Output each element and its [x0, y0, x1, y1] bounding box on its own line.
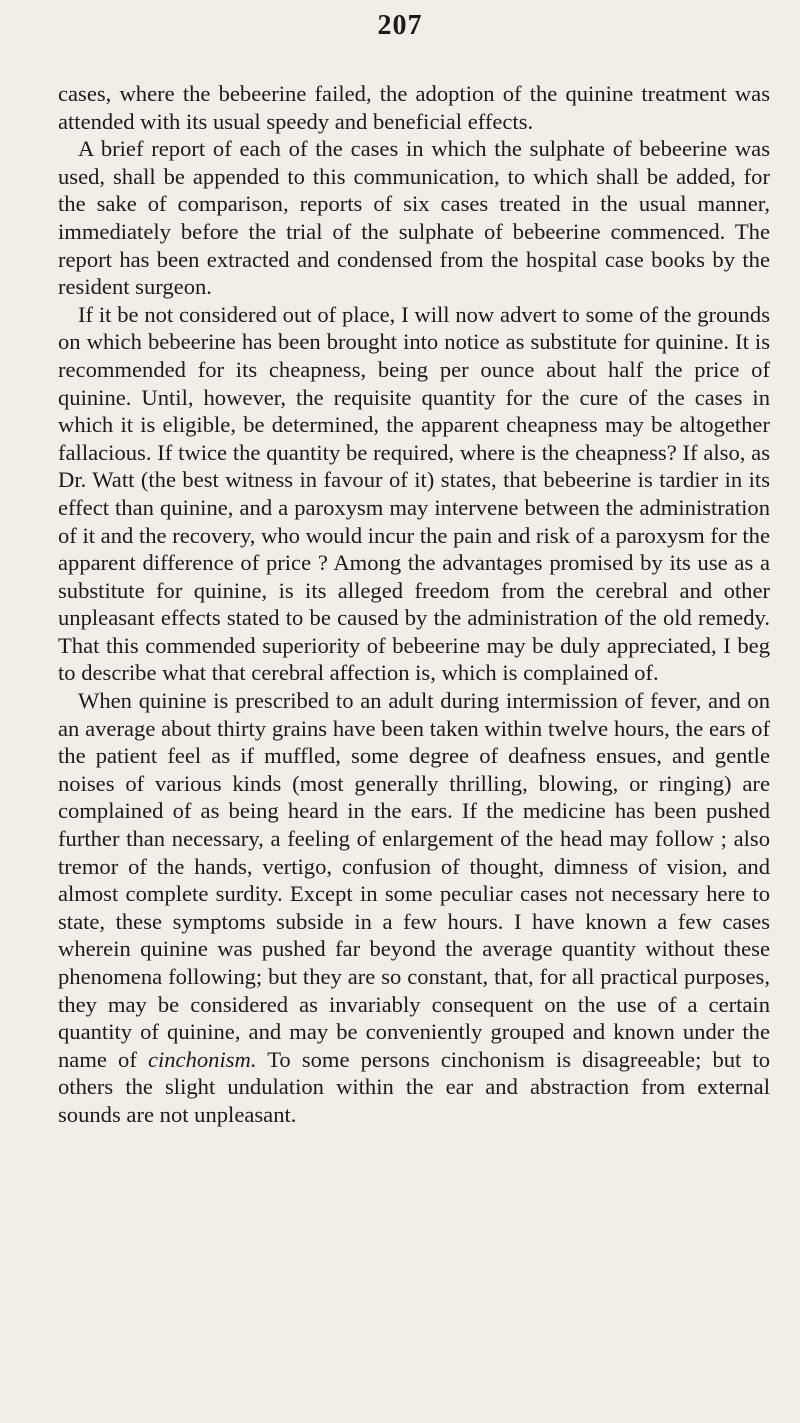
cinchonism-text-before: When quinine is prescribed to an adult during intermission of fever, and on an average about thirty grains have been taken within twelve hours, the ears of the patient feel as if muffled, some degree of deafness ensues, and gentle noises of various kinds (most generally thrilling, blowing, or ringing) are complained of as being heard in the ears. If the medicine has been pushed further than necessary, a feeling of enlargement of the head may follow ; also tremor of the hands, vertigo, confusion of thought, dimness of vision, and almost complete surdity. Except in some peculiar cases not necessary here to state, these symptoms subside in a few hours. I have known a few cases wherein quinine was pushed far beyond the average quantity without these phenomena following; but they are so constant, that, for all practical purposes, they may be considered as invariably consequent on the use of a certain quantity of quinine, and may be conveniently grouped and known under the name of: [58, 688, 770, 1072]
cinchonism-term: cinchonism.: [147, 1046, 257, 1072]
paragraph-bebeerine-substitute: If it be not considered out of place, I will now advert to some of the grounds on which bebeerine has been brought into notice as substitute for quinine. It is recommended for its cheapness, being per ounce about half the price of quinine. Until, however, the requisite quantity for the cure of the cases in which it is eligible, be determined, the apparent cheapness may be altogether fallacious. If twice the quantity be required, where is the cheapness? If also, as Dr. Watt (the best witness in favour of it) states, that bebeerine is tardier in its effect than quinine, and a paroxysm may intervene between the administration of it and the recovery, who would incur the pain and risk of a paroxysm for the apparent difference of price ? Among the advantages promised by its use as a substitute for quinine, is its alleged freedom from the cerebral and other unpleasant effects stated to be caused by the administration of the old remedy. That this commended superiority of bebeerine may be duly appreciated, I beg to describe what that cerebral affection is, which is complained of.: [58, 301, 770, 686]
cinchonism-text-after: To some persons cinchonism is disagreeable; but to others the slight undulation within the ear and abstraction from external sounds are not unpleasant.: [58, 1046, 770, 1127]
paragraph-cinchonism: [58, 687, 770, 1129]
paragraph-report-description: A brief report of each of the cases in which the sulphate of bebeerine was used, shall be appended to this communication, to which shall be added, for the sake of comparison, reports of six cases treated in the usual manner, immediately before the trial of the sulphate of bebeerine commenced. The report has been extracted and condensed from the hospital case books by the resident surgeon.: [58, 136, 770, 300]
body-text: [58, 80, 770, 1129]
page-number: 207: [377, 10, 423, 41]
paragraph-continuation: cases, where the bebeerine failed, the adoption of the quinine treatment was attended with its usual speedy and beneficial effects.: [58, 81, 770, 134]
